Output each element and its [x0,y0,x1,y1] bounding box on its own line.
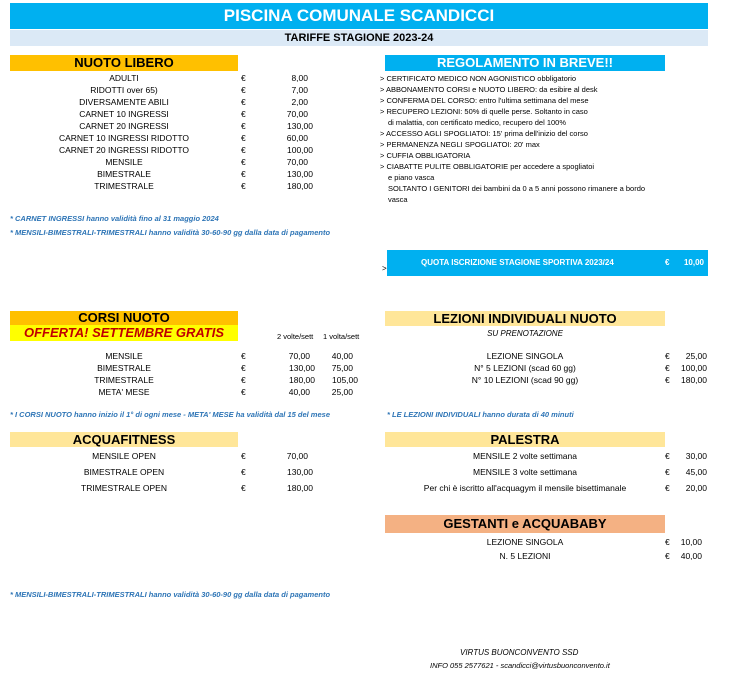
table-row: META' MESE € 40,00 25,00 [98,387,353,397]
list-item: > CERTIFICATO MEDICO NON AGONISTICO obbligatorio [380,74,577,83]
table-row: N. 5 LEZIONI € 40,00 [499,551,702,561]
regolamento-header: REGOLAMENTO IN BREVE!! [385,55,665,71]
corsi-header: CORSI NUOTO [10,311,238,325]
quota-label: QUOTA ISCRIZIONE STAGIONE SPORTIVA 2023/24 [421,258,614,267]
footer-info: INFO 055 2577621 - scandicci@virtusbuonconvento.it [430,661,610,670]
nuoto-libero-table [0,72,360,192]
list-item: > ACCESSO AGLI SPOGLIATOI: 15' prima dell'inizio del corso [380,129,588,138]
quota-currency: € [665,258,670,267]
table-row: TRIMESTRALE OPEN € 180,00 [81,483,313,493]
corsi-note: * I CORSI NUOTO hanno inizio il 1° di ogni mese - META' MESE ha validità dal 15 del mese [10,410,330,419]
table-row: BIMESTRALE € 130,00 [97,169,313,179]
table-row: LEZIONE SINGOLA € 10,00 [486,537,702,547]
list-item: > CIABATTE PULITE OBBLIGATORIE per accedere a spogliatoi [380,162,595,171]
mensili-note: * MENSILI-BIMESTRALI-TRIMESTRALI hanno validità 30-60-90 gg dalla data di pagamento [10,228,331,237]
table-row: BIMESTRALE OPEN € 130,00 [83,467,313,477]
col-1-volta: 1 volta/sett [323,332,360,341]
lezioni-sub: SU PRENOTAZIONE [487,329,563,338]
list-item: vasca [388,195,408,204]
col-2-volte: 2 volte/sett [277,332,314,341]
table-row: MENSILE € 70,00 40,00 [105,351,353,361]
offerta-banner: OFFERTA! SETTEMBRE GRATIS [10,325,238,341]
list-item: > CONFERMA DEL CORSO: entro l'ultima settimana del mese [380,96,589,105]
nuoto-libero-header: NUOTO LIBERO [10,55,238,71]
table-row: MENSILE OPEN € 70,00 [92,451,308,461]
page-subtitle: TARIFFE STAGIONE 2023-24 [10,30,708,46]
table-row: MENSILE 2 volte settimana € 30,00 [473,451,707,461]
table-row: RIDOTTI over 65) € 7,00 [90,85,308,95]
table-row: CARNET 20 INGRESSI € 130,00 [79,121,313,131]
table-row: TRIMESTRALE € 180,00 105,00 [94,375,358,385]
regolamento-list [380,73,720,205]
table-row: BIMESTRALE € 130,00 75,00 [97,363,353,373]
table-row: TRIMESTRALE € 180,00 [94,181,313,191]
table-row: MENSILE € 70,00 [105,157,308,167]
table-row: CARNET 10 INGRESSI € 70,00 [79,109,308,119]
palestra-header: PALESTRA [385,432,665,447]
table-row: LEZIONE SINGOLA € 25,00 [486,351,707,361]
page-title: PISCINA COMUNALE SCANDICCI [10,3,708,29]
table-row: CARNET 10 INGRESSI RIDOTTO € 60,00 [58,133,308,143]
table-row: Per chi è iscritto all'acquagym il mensile bisettimanale € 20,00 [423,483,707,493]
list-item: di malattia, con certificato medico, recupero del 100% [388,118,567,127]
list-item: > RECUPERO LEZIONI: 50% di quelle perse. Soltanto in caso [380,107,588,116]
list-item: > ABBONAMENTO CORSI e NUOTO LIBERO: da esibire al desk [380,85,598,94]
corsi-table [0,350,370,398]
table-row: MENSILE 3 volte settimana € 45,00 [473,467,707,477]
table-row: CARNET 20 INGRESSI RIDOTTO € 100,00 [58,145,313,155]
acquafitness-header: ACQUAFITNESS [10,432,238,447]
quota-arrow: > [382,264,387,273]
lezioni-note: * LE LEZIONI INDIVIDUALI hanno durata di 40 minuti [387,410,574,419]
carnet-note: * CARNET INGRESSI hanno validità fino al 31 maggio 2024 [10,214,219,223]
list-item: > PERMANENZA NEGLI SPOGLIATOI: 20' max [380,140,540,149]
list-item: > CUFFIA OBBLIGATORIA [380,151,471,160]
footer-org: VIRTUS BUONCONVENTO SSD [460,648,579,657]
list-item: e piano vasca [388,173,435,182]
list-item: SOLTANTO I GENITORI dei bambini da 0 a 5 anni possono rimanere a bordo [388,184,646,193]
gestanti-table [380,535,720,563]
table-row: N° 5 LEZIONI (scad 60 gg) € 100,00 [474,363,707,373]
lezioni-table [380,350,720,386]
gestanti-header: GESTANTI e ACQUABABY [385,515,665,533]
acquafitness-table [0,448,360,496]
quota-box [387,250,708,276]
lezioni-header: LEZIONI INDIVIDUALI NUOTO [385,311,665,326]
quota-value: 10,00 [683,258,704,267]
table-row: N° 10 LEZIONI (scad 90 gg) € 180,00 [471,375,707,385]
table-row: DIVERSAMENTE ABILI € 2,00 [79,97,308,107]
bottom-note: * MENSILI-BIMESTRALI-TRIMESTRALI hanno validità 30-60-90 gg dalla data di pagamento [10,590,331,599]
table-row: ADULTI € 8,00 [109,73,308,83]
palestra-table [380,448,720,496]
